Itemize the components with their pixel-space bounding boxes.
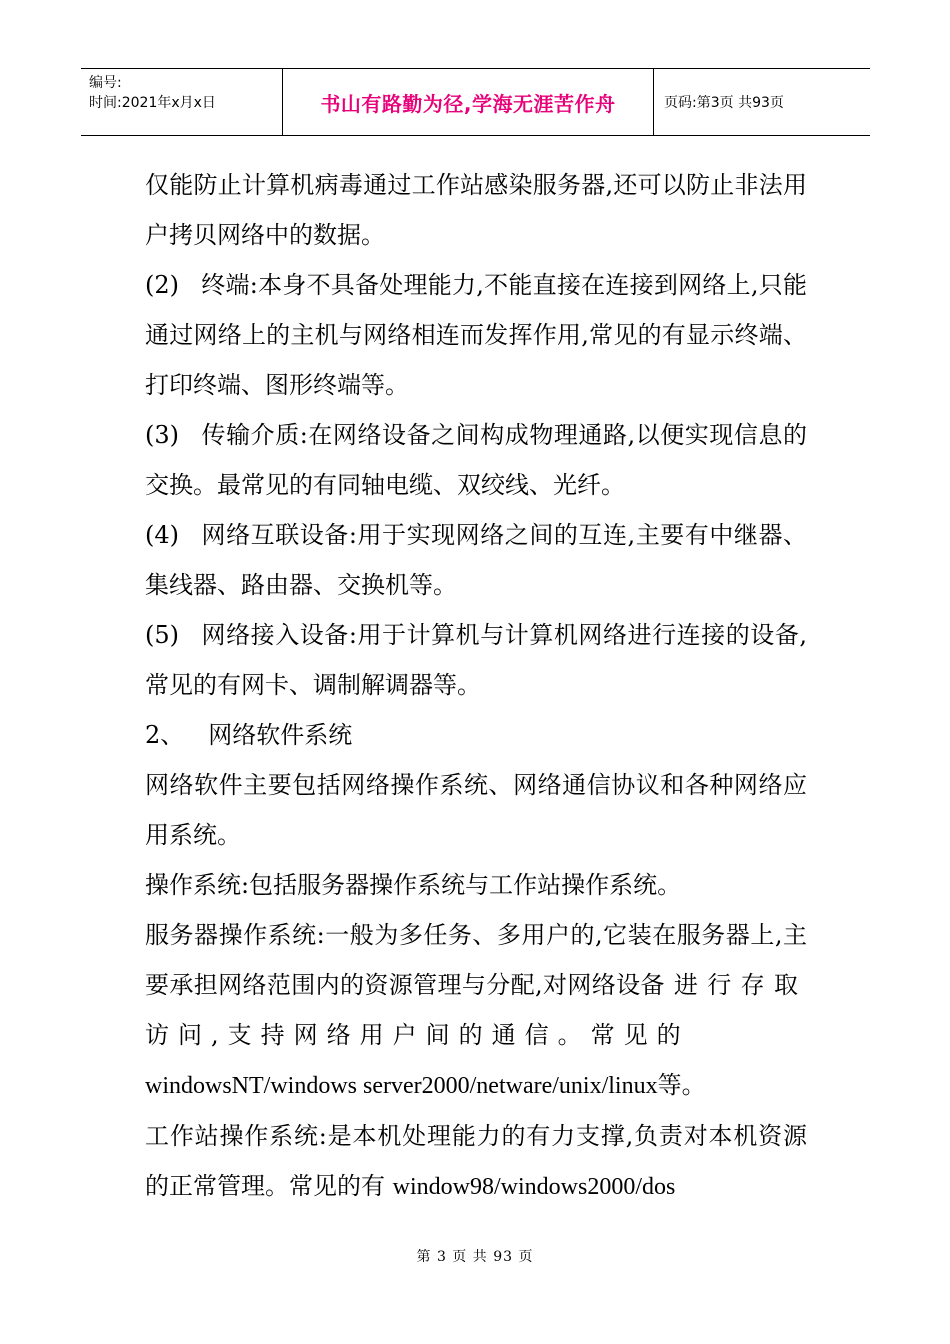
- item-5-text: 网络接入设备:用于计算机与计算机网络进行连接的设备,常见的有网卡、调制解调器等。: [145, 621, 807, 699]
- paragraph-9-part-b: window98/windows2000/dos: [392, 1174, 676, 1200]
- header-motto: 书山有路勤为径,学海无涯苦作舟: [320, 91, 616, 116]
- paragraph-8-part-a: 服务器操作系统:一般为多任务、多用户的,它装在服务器上,主要承担网络范围内的资源管理与分配,对网络设: [145, 921, 807, 999]
- paragraph-9-part-a: 工作站操作系统:是本机处理能力的有力支撑,负责对本机资源的正常管理。常见的有: [145, 1122, 807, 1200]
- item-4: [145, 510, 807, 610]
- paragraph-1: 仅能防止计算机病毒通过工作站感染服务器,还可以防止非法用户拷贝网络中的数据。: [145, 171, 807, 249]
- paragraph-8-part-d: 等。: [657, 1071, 706, 1099]
- paragraph-7: 操作系统:包括服务器操作系统与工作站操作系统。: [145, 871, 682, 899]
- header-motto-cell: [282, 69, 654, 135]
- item-2-text: 终端:本身不具备处理能力,不能直接在连接到网络上,只能通过网络上的主机与网络相连而发挥作用,常见的有显示终端、打印终端、图形终端等。: [145, 271, 807, 399]
- item-5-label: (5): [145, 621, 179, 649]
- paragraph-8: [145, 910, 807, 1111]
- section-2-heading: [145, 710, 807, 760]
- page-header-table: [81, 68, 870, 136]
- header-left-cell: [81, 69, 282, 135]
- section-2-title: 网络软件系统: [208, 721, 353, 749]
- paragraph-8-part-b: 备进行存取访问,支持网络用户间的通信。常见的: [145, 971, 807, 1049]
- item-3-label: (3): [145, 421, 179, 449]
- section-2-label: 2、: [145, 721, 185, 749]
- page-footer: 第 3 页 共 93 页: [416, 1249, 534, 1265]
- header-page-cell: [654, 69, 870, 135]
- document-body: [145, 160, 807, 1212]
- header-page-info: 页码:第3页 共93页: [664, 95, 784, 111]
- time-label: 时间:2021年x月x日: [89, 95, 216, 111]
- item-4-text: 网络互联设备:用于实现网络之间的互连,主要有中继器、集线器、路由器、交换机等。: [145, 521, 807, 599]
- item-3-text: 传输介质:在网络设备之间构成物理通路,以便实现信息的交换。最常见的有同轴电缆、双绞线、光纤。: [145, 421, 807, 499]
- number-label: 编号:: [89, 75, 122, 91]
- item-5: [145, 610, 807, 710]
- paragraph-6: 网络软件主要包括网络操作系统、网络通信协议和各种网络应用系统。: [145, 771, 807, 849]
- paragraph-8-part-c: windowsNT/windows server2000/netware/unix/linux: [145, 1073, 658, 1099]
- item-2-label: (2): [145, 271, 179, 299]
- item-4-label: (4): [145, 521, 179, 549]
- item-3: [145, 410, 807, 510]
- item-2: [145, 260, 807, 410]
- paragraph-9: [145, 1111, 807, 1212]
